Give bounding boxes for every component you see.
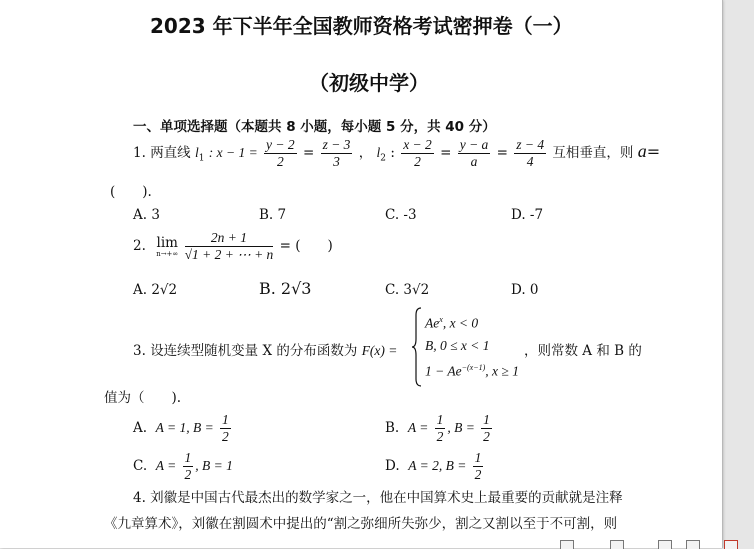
q1-l2-sub: 2 [380, 153, 387, 164]
question-1-stem [133, 137, 660, 170]
q2-option-b[interactable]: B. 2√3 [259, 279, 312, 298]
document-subtitle: （初级中学） [309, 71, 429, 95]
q3-tail: ，则常数 A 和 B 的 [524, 343, 642, 359]
q1-fraction-5: $\frac{z - 4}{4}$ [516, 137, 545, 169]
q1-equals-1: = [302, 145, 315, 161]
question-2-stem [133, 230, 333, 263]
q2-option-c[interactable]: C. 3√2 [385, 282, 430, 298]
q1-equals-3: = [496, 145, 508, 161]
document-title: 2023 年下半年全国教师资格考试密押卷（一） [150, 14, 573, 38]
q3-case-2: B, 0 ≤ x < 1 [425, 338, 490, 353]
q1-l1: l [194, 145, 199, 160]
q1-l1-sub: 1 [198, 153, 205, 164]
q2-option-a[interactable]: A. 2√2 [133, 282, 178, 298]
q3-number: 3. [133, 343, 146, 359]
q1-colon-2: : [390, 145, 395, 161]
q1-answer-blank: ( ). [110, 184, 152, 200]
q1-option-a[interactable]: A. 3 [133, 207, 160, 223]
q3-option-a[interactable]: A. A = 1, B = $\frac{1}{2}$ [133, 412, 229, 444]
question-4-line-2: 《九章算术》，刘徽在割圆术中提出的“割之弥细所失弥少，割之又割以至于不可割，则 [104, 516, 618, 532]
q3-option-c[interactable]: C. A = $\frac{1}{2}$ , B = 1 [133, 450, 233, 482]
q3-case-1: Ae$^x$, x < 0 [425, 315, 479, 331]
q1-fraction-4: $\frac{y - a}{a}$ [459, 137, 489, 169]
section-heading: 一、单项选择题（本题共 8 小题，每小题 5 分，共 40 分） [133, 119, 496, 135]
q1-equals-2: = [440, 145, 452, 161]
q3-case-3: $1 - Ae^{-(x-1)}$, x ≥ 1 [425, 363, 519, 379]
q1-l2: l [376, 145, 381, 160]
q3-option-b[interactable]: B. A = $\frac{1}{2}$ , B = $\frac{1}{2}$ [385, 412, 490, 444]
q3-lead: 设连续型随机变量 X 的分布函数为 [150, 343, 358, 359]
q2-tail: = ( ) [279, 238, 333, 254]
q3-line-2: 值为（ ). [104, 390, 182, 406]
question-3-stem [133, 339, 397, 359]
q2-number: 2. [133, 238, 146, 254]
question-4-line-1: 4. 刘徽是中国古代最杰出的数学家之一，他在中国算术史上最重要的贡献就是注释 [133, 490, 623, 506]
q1-comma: ， [358, 145, 373, 161]
q1-fraction-1: $\frac{y - 2}{2}$ [266, 137, 295, 169]
q3-option-d[interactable]: D. A = 2, B = $\frac{1}{2}$ [385, 450, 482, 482]
page-edge [722, 0, 723, 548]
viewer-toolbar [560, 538, 754, 548]
q1-option-c[interactable]: C. -3 [385, 207, 417, 223]
q1-eq-part1: : x − 1 = [208, 145, 258, 160]
q3-left-brace [412, 307, 422, 387]
q1-fraction-2: $\frac{z - 3}{3}$ [322, 137, 351, 169]
q1-equals-end: = [646, 142, 661, 161]
q1-option-d[interactable]: D. -7 [511, 207, 544, 223]
q1-variable: a [637, 141, 647, 161]
q2-fraction: $\frac{2n + 1}{√1 + 2 + \cdots + n}$ [184, 230, 274, 262]
q1-option-b[interactable]: B. 7 [259, 207, 287, 223]
q3-fx: F(x) = [361, 343, 398, 358]
q2-limit: lim n→+∞ [156, 234, 179, 258]
q1-number: 1. [133, 145, 146, 161]
q1-tail: 互相垂直，则 [552, 145, 634, 161]
q1-lead: 两直线 [150, 145, 191, 161]
q2-option-d[interactable]: D. 0 [511, 282, 539, 298]
q1-fraction-3: $\frac{x - 2}{2}$ [403, 137, 432, 169]
